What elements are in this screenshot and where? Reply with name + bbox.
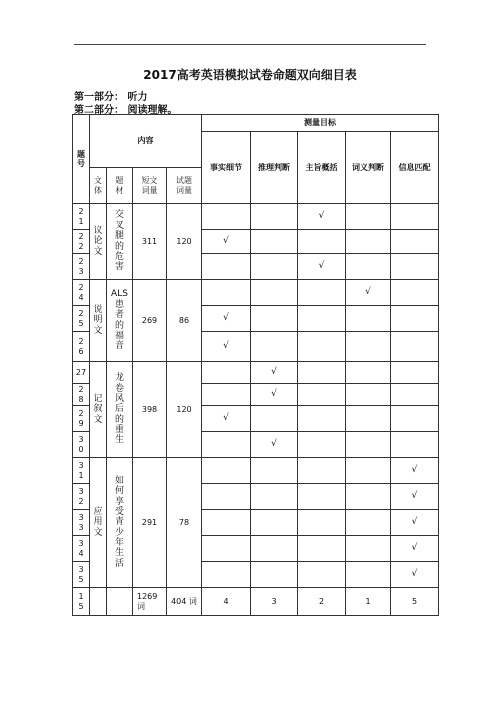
check-mark: √	[391, 510, 439, 536]
empty-cell	[298, 230, 346, 254]
question-wordcount: 120	[167, 362, 202, 458]
empty-cell	[391, 384, 439, 406]
part-one-label: 第一部分： 听力	[74, 92, 148, 103]
check-mark: √	[251, 432, 298, 458]
question-number: 2 8	[73, 384, 90, 406]
genre-cell: 议 论 文	[90, 204, 107, 280]
check-mark: √	[391, 484, 439, 510]
empty-cell	[202, 362, 251, 384]
check-mark: √	[298, 204, 346, 230]
empty-cell	[346, 432, 391, 458]
total-question-wordcount: 404 词	[167, 588, 202, 616]
empty-cell	[202, 484, 251, 510]
header-target-1: 事实细节	[202, 132, 251, 204]
empty-cell	[251, 458, 298, 484]
empty-cell	[346, 510, 391, 536]
specification-table	[72, 114, 439, 616]
check-mark: √	[202, 332, 251, 362]
question-number: 2 1	[73, 204, 90, 230]
empty-cell	[251, 406, 298, 432]
header-question-wordcount: 试题 词量	[167, 168, 202, 204]
empty-cell	[251, 280, 298, 306]
question-number: 3 4	[73, 536, 90, 562]
passage-wordcount: 311	[133, 204, 167, 280]
table-row	[73, 280, 439, 306]
question-number: 2 2	[73, 230, 90, 254]
header-target-5: 信息匹配	[391, 132, 439, 204]
empty-cell	[346, 362, 391, 384]
topic-cell: 龙 卷 风 后 的 重 生	[107, 362, 133, 458]
check-mark: √	[202, 406, 251, 432]
header-content: 内容	[90, 115, 202, 168]
question-number: 27	[73, 362, 90, 384]
empty-cell	[298, 362, 346, 384]
table-row	[73, 204, 439, 230]
header-genre: 文 体	[90, 168, 107, 204]
question-number: 2 3	[73, 254, 90, 280]
empty-cell	[202, 536, 251, 562]
total-passage-wordcount: 1269 词	[133, 588, 167, 616]
question-wordcount: 86	[167, 280, 202, 362]
empty-cell	[202, 204, 251, 230]
empty-cell	[391, 306, 439, 332]
genre-cell: 记 叙 文	[90, 362, 107, 458]
header-passage-wordcount: 短文 词量	[133, 168, 167, 204]
table-row	[73, 362, 439, 384]
question-number: 3 5	[73, 562, 90, 588]
check-mark: √	[298, 254, 346, 280]
question-number: 2 4	[73, 280, 90, 306]
empty-cell	[298, 432, 346, 458]
empty-cell	[202, 280, 251, 306]
empty-cell	[391, 362, 439, 384]
header-rule	[74, 44, 426, 45]
question-wordcount: 78	[167, 458, 202, 588]
empty-cell	[251, 230, 298, 254]
empty-cell	[391, 332, 439, 362]
topic-cell: ALS 患 者 的 福 音	[107, 280, 133, 362]
question-number: 2 5	[73, 306, 90, 332]
check-mark: √	[202, 230, 251, 254]
header-target-2: 推理判断	[251, 132, 298, 204]
empty-cell	[298, 510, 346, 536]
empty-cell	[391, 280, 439, 306]
total-question-count: 1 5	[73, 588, 90, 616]
total-target-count-2: 3	[251, 588, 298, 616]
empty-cell	[251, 536, 298, 562]
table-row	[73, 458, 439, 484]
empty-cell	[202, 432, 251, 458]
empty-cell	[298, 484, 346, 510]
empty-cell	[346, 332, 391, 362]
empty-cell	[202, 254, 251, 280]
empty-cell	[251, 510, 298, 536]
empty-cell	[346, 230, 391, 254]
empty-cell	[346, 562, 391, 588]
empty-cell	[298, 458, 346, 484]
empty-cell	[391, 254, 439, 280]
empty-cell	[346, 458, 391, 484]
empty-cell	[202, 562, 251, 588]
empty-cell	[298, 406, 346, 432]
passage-wordcount: 398	[133, 362, 167, 458]
total-genre-empty	[90, 588, 107, 616]
check-mark: √	[391, 562, 439, 588]
topic-cell: 交 叉 腿 的 危 害	[107, 204, 133, 280]
check-mark: √	[346, 280, 391, 306]
passage-wordcount: 291	[133, 458, 167, 588]
question-number: 3 3	[73, 510, 90, 536]
empty-cell	[251, 484, 298, 510]
empty-cell	[298, 332, 346, 362]
question-number: 3 2	[73, 484, 90, 510]
empty-cell	[346, 254, 391, 280]
check-mark: √	[202, 306, 251, 332]
empty-cell	[346, 406, 391, 432]
total-target-count-5: 5	[391, 588, 439, 616]
question-number: 3 1	[73, 458, 90, 484]
empty-cell	[346, 484, 391, 510]
question-wordcount: 120	[167, 204, 202, 280]
empty-cell	[346, 204, 391, 230]
empty-cell	[251, 306, 298, 332]
document-title: 2017高考英语模拟试卷命题双向细目表	[143, 68, 357, 82]
genre-cell: 说 明 文	[90, 280, 107, 362]
total-target-count-4: 1	[346, 588, 391, 616]
empty-cell	[202, 458, 251, 484]
empty-cell	[391, 406, 439, 432]
empty-cell	[346, 384, 391, 406]
empty-cell	[298, 536, 346, 562]
topic-cell: 如 何 享 受 青 少 年 生 活	[107, 458, 133, 588]
empty-cell	[251, 254, 298, 280]
question-number: 2 9	[73, 406, 90, 432]
empty-cell	[202, 384, 251, 406]
check-mark: √	[251, 384, 298, 406]
header-topic: 题 材	[107, 168, 133, 204]
header-target-3: 主旨概括	[298, 132, 346, 204]
empty-cell	[346, 536, 391, 562]
empty-cell	[391, 204, 439, 230]
empty-cell	[346, 306, 391, 332]
header-question-number: 题 号	[73, 115, 90, 204]
part-two-label: 第二部分： 阅读理解。	[74, 105, 178, 116]
empty-cell	[251, 332, 298, 362]
totals-row	[73, 588, 439, 616]
check-mark: √	[391, 536, 439, 562]
question-number: 2 6	[73, 332, 90, 362]
empty-cell	[298, 562, 346, 588]
header-target-4: 词义判断	[346, 132, 391, 204]
empty-cell	[298, 384, 346, 406]
total-target-count-3: 2	[298, 588, 346, 616]
total-topic-empty	[107, 588, 133, 616]
empty-cell	[391, 230, 439, 254]
empty-cell	[202, 510, 251, 536]
check-mark: √	[251, 362, 298, 384]
empty-cell	[251, 562, 298, 588]
header-measurement-target: 测量目标	[202, 115, 439, 132]
passage-wordcount: 269	[133, 280, 167, 362]
empty-cell	[298, 280, 346, 306]
question-number: 3 0	[73, 432, 90, 458]
empty-cell	[298, 306, 346, 332]
empty-cell	[391, 432, 439, 458]
genre-cell: 应 用 文	[90, 458, 107, 588]
total-target-count-1: 4	[202, 588, 251, 616]
empty-cell	[251, 204, 298, 230]
check-mark: √	[391, 458, 439, 484]
